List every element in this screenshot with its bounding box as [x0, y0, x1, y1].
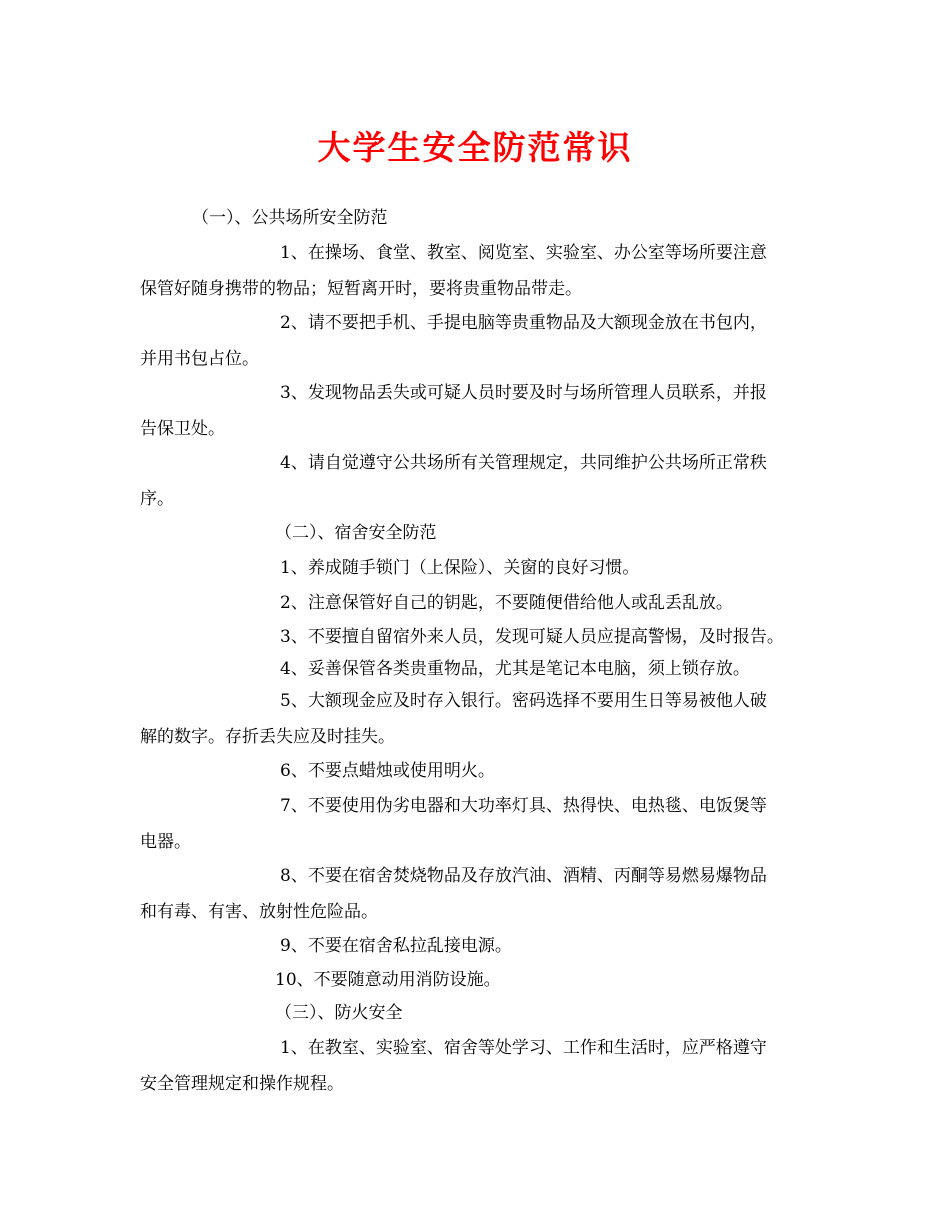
section-heading: （二）、宿舍安全防范	[275, 523, 437, 543]
document-title: 大学生安全防范常识	[317, 128, 633, 167]
paragraph-line: 电器。	[140, 832, 191, 852]
section-heading: （一）、公共场所安全防范	[192, 208, 388, 228]
paragraph-line: 1、养成随手锁门（上保险）、关窗的良好习惯。	[280, 558, 640, 578]
paragraph-line: 保管好随身携带的物品；短暂离开时，要将贵重物品带走。	[140, 279, 582, 299]
paragraph-line: 告保卫处。	[140, 419, 225, 439]
paragraph-line: 2、请不要把手机、手提电脑等贵重物品及大额现金放在书包内，	[280, 313, 767, 333]
paragraph-line: 序。	[140, 489, 174, 509]
paragraph-line: 安全管理规定和操作规程。	[140, 1074, 344, 1094]
paragraph-line: 3、发现物品丢失或可疑人员时要及时与场所管理人员联系，并报	[280, 383, 767, 403]
paragraph-line: 4、请自觉遵守公共场所有关管理规定，共同维护公共场所正常秩	[280, 453, 767, 473]
paragraph-line: 9、不要在宿舍私拉乱接电源。	[280, 936, 512, 956]
paragraph-line: 4、妥善保管各类贵重物品，尤其是笔记本电脑，须上锁存放。	[280, 659, 750, 679]
paragraph-line: 10、不要随意动用消防设施。	[275, 970, 501, 990]
paragraph-line: 3、不要擅自留宿外来人员，发现可疑人员应提高警惕，及时报告。	[280, 627, 784, 647]
paragraph-line: 6、不要点蜡烛或使用明火。	[280, 761, 495, 781]
paragraph-line: 并用书包占位。	[140, 349, 259, 369]
paragraph-line: 2、注意保管好自己的钥匙，不要随便借给他人或乱丢乱放。	[280, 593, 733, 613]
paragraph-line: 8、不要在宿舍焚烧物品及存放汽油、酒精、丙酮等易燃易爆物品	[280, 866, 767, 886]
paragraph-line: 解的数字。存折丢失应及时挂失。	[140, 727, 395, 747]
paragraph-line: 5、大额现金应及时存入银行。密码选择不要用生日等易被他人破	[280, 691, 767, 711]
section-heading: （三）、防火安全	[275, 1003, 403, 1023]
paragraph-line: 和有毒、有害、放射性危险品。	[140, 902, 378, 922]
paragraph-line: 1、在教室、实验室、宿舍等处学习、工作和生活时，应严格遵守	[280, 1038, 767, 1058]
paragraph-line: 7、不要使用伪劣电器和大功率灯具、热得快、电热毯、电饭煲等	[280, 796, 767, 816]
paragraph-line: 1、在操场、食堂、教室、阅览室、实验室、办公室等场所要注意	[280, 243, 767, 263]
